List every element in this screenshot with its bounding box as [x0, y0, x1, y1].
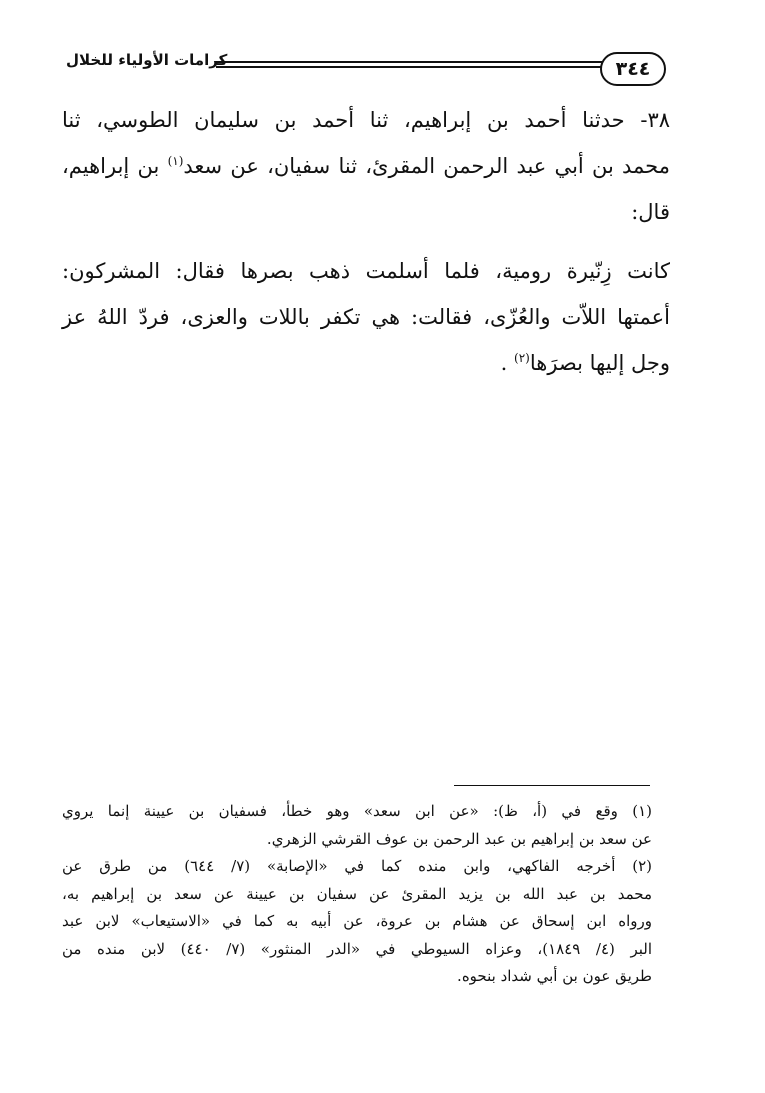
footnote-line: محمد بن عبد الله بن يزيد المقرئ عن سفيان بن عيينة عن سعد بن إبراهيم به، [62, 884, 652, 903]
footnote-line: البر (٤/ ١٨٤٩)، وعزاه السيوطي في «الدر المنثور» (٧/ ٤٤٠) لابن منده من [62, 939, 652, 958]
text-segment: . [500, 351, 515, 375]
text-line [62, 143, 670, 189]
text-line [62, 340, 670, 386]
footnote-ref-1: (١) [167, 154, 184, 168]
footnote-line: (١) وقع في (أ، ظ): «عن ابن سعد» وهو خطأ، فسفيان بن عيينة إنما يروي [62, 802, 652, 820]
hadith-isnad-paragraph [62, 97, 670, 235]
text-line: كانت زِنّيرة رومية، فلما أسلمت ذهب بصرها فقال: المشركون: [62, 259, 670, 283]
footnote-separator [454, 785, 650, 786]
text-line: قال: [631, 200, 670, 224]
text-line: ٣٨- حدثنا أحمد بن إبراهيم، ثنا أحمد بن سليمان الطوسي، ثنا [62, 108, 670, 132]
footnote-line: (٢) أخرجه الفاكهي، وابن منده كما في «الإصابة» (٧/ ٦٤٤) من طرق عن [62, 857, 652, 875]
page-header [66, 50, 666, 90]
text-line: أعمتها اللاّت والعُزّى، فقالت: هي تكفر باللات والعزى، فردّ اللهُ عز [62, 305, 670, 329]
footnote-line: ورواه ابن إسحاق عن هشام بن عروة، عن أبيه به كما في «الاستيعاب» لابن عبد [62, 912, 652, 930]
hadith-matn-paragraph [62, 248, 670, 386]
footnote-line: طريق عون بن أبي شداد بنحوه. [457, 967, 652, 985]
main-text [62, 97, 670, 399]
footnotes [62, 798, 652, 991]
running-title: كرامات الأولياء للخلال [66, 51, 228, 69]
footnote-2 [62, 853, 652, 991]
footnote-ref-2: (٢) [514, 351, 530, 365]
page-number-badge: ٣٤٤ [600, 52, 666, 86]
text-segment: وجل إليها بصرَها [529, 351, 670, 375]
text-segment: محمد بن أبي عبد الرحمن المقرئ، ثنا سفيان، عن سعد [183, 154, 670, 178]
footnote-line: عن سعد بن إبراهيم بن عبد الرحمن بن عوف القرشي الزهري. [266, 829, 652, 848]
header-double-rule [216, 61, 606, 68]
text-segment: بن إبراهيم، [62, 154, 160, 178]
footnote-1 [62, 798, 652, 853]
